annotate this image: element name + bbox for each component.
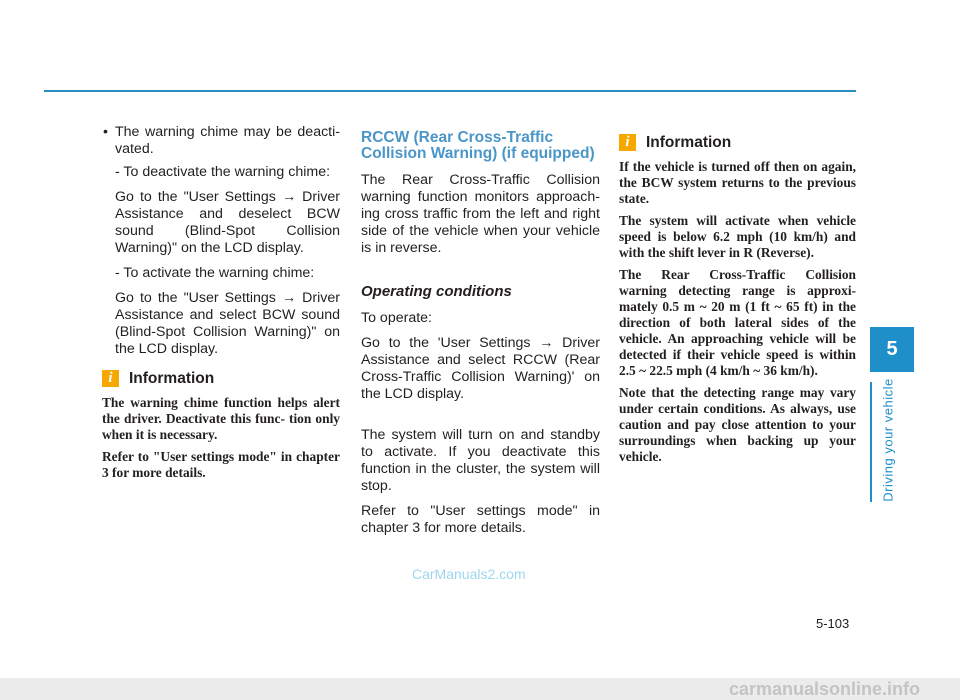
footer-site: carmanualsonline.info [728,679,920,699]
info-paragraph: Note that the detecting range may vary under certain conditions. As always, use caution and pay close attention to your surroundings when backing up your vehicle. [619,385,856,464]
column-left [102,124,340,487]
chapter-tab: 5 [870,327,914,372]
standby-text: The system will turn on and standby to activate. If you deactivate this function in the cluster, the system will stop. [361,427,600,494]
info-header [619,134,856,151]
info-header [102,370,340,387]
footer-bar [0,678,960,700]
info-paragraph: The system will activate when vehicle speed is below 6.2 mph (10 km/h) and with the shift lever in R (Reverse). [619,213,856,260]
bullet-text: The warning chime may be deacti- vated. [115,124,340,157]
chapter-label [873,380,903,500]
info-title: Information [646,134,732,151]
deactivate-text: Go to the "User Settings → Driver Assistance and deselect BCW sound (Blind-Spot Collision Warning)" on the LCD display. [115,189,340,256]
info-paragraph: The Rear Cross-Traffic Collision warning detecting range is approxi- mately 0.5 m ~ 20 m (1 ft ~ 65 ft) in the direction of both lateral sides of the vehicle. An approaching vehicle will be detected if their vehicle speed is within 2.5 ~ 22.5 mph (4 km/h ~ 36 km/h). [619,267,856,378]
activate-text: Go to the "User Settings → Driver Assistance and select BCW sound (Blind-Spot Collision Warning)" on the LCD display. [115,290,340,357]
info-body [102,395,340,481]
deactivate-heading: - To deactivate the warning chime: [115,164,331,180]
info-icon: i [102,370,119,387]
info-body [619,159,856,465]
column-right [619,124,856,471]
chapter-rule [870,382,872,502]
header-rule [44,90,856,92]
column-middle [361,124,600,545]
operate-text: Go to the 'User Settings → Driver Assistance and select RCCW (Rear Cross-Traffic Collision Warning)' on the LCD display. [361,335,600,402]
bullet-dot: • [103,124,108,140]
section-intro: The Rear Cross-Traffic Collision warning function monitors approach- ing cross traffic from the left and right side of the vehicle when your vehicle is in reverse. [361,172,600,256]
refer-text: Refer to "User settings mode" in chapter 3 for more details. [361,503,600,536]
chapter-label-text: Driving your vehicle [880,378,896,502]
info-paragraph: Refer to "User settings mode" in chapter 3 for more details. [102,449,340,480]
page-number: 5-103 [816,616,850,631]
bullet-item [102,124,340,158]
activate-heading: - To activate the warning chime: [115,265,315,281]
to-operate-label: To operate: [361,310,432,326]
watermark: CarManuals2.com [412,566,526,582]
subsection-title: Operating conditions [361,283,512,300]
info-title: Information [129,370,215,387]
info-paragraph: The warning chime function helps alert the driver. Deactivate this func- tion only when it is necessary. [102,395,340,442]
section-title: RCCW (Rear Cross-Traffic Collision Warning) (if equipped) [361,129,595,162]
info-paragraph: If the vehicle is turned off then on again, the BCW system returns to the previous state. [619,159,856,206]
info-icon: i [619,134,636,151]
